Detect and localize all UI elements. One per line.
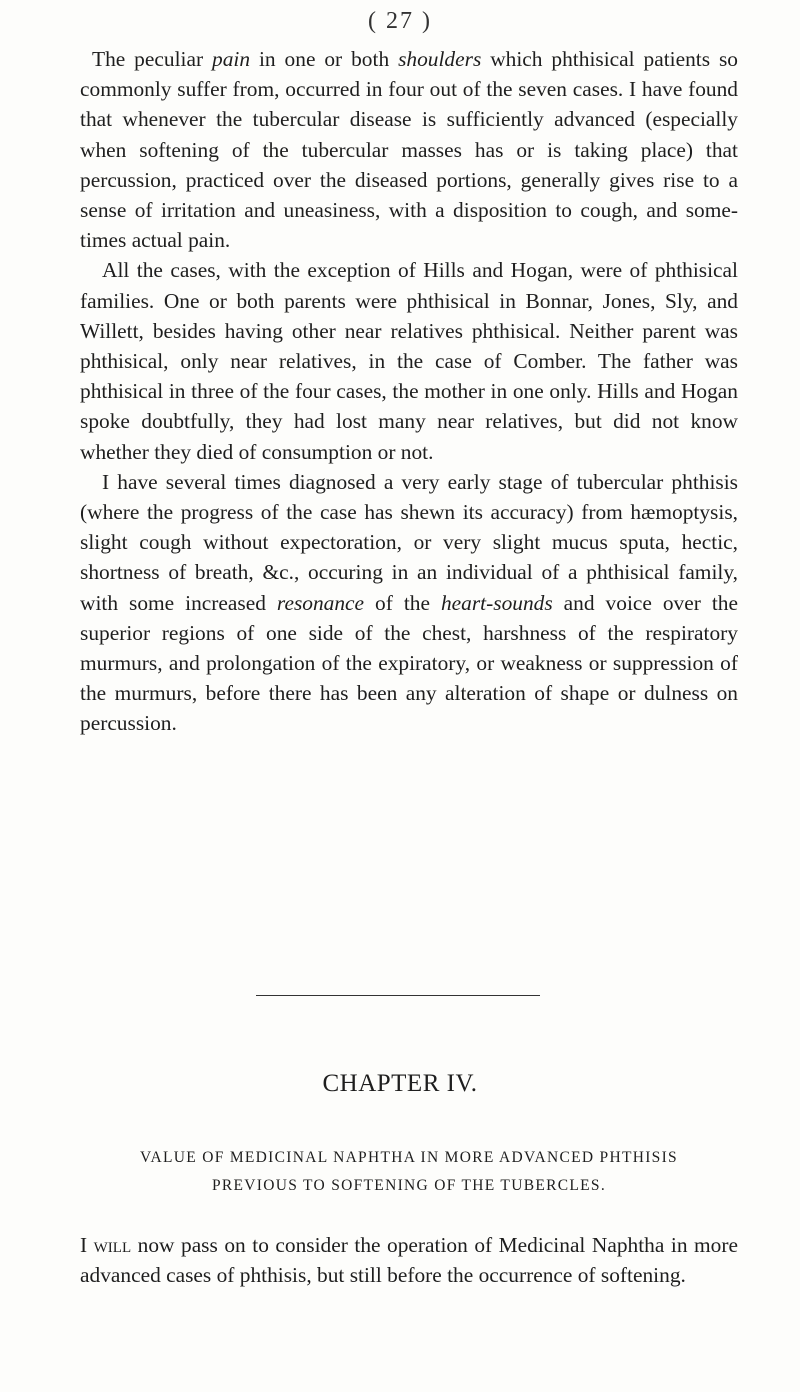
paragraph-1-text: which phthisical patients so commonly suffer from, occurred in four out of the seven cases. I have found that whenever the tubercular disease is sufficiently advanced (especially when softening of the tubercular masses has or is taking place) that percussion, practiced over the diseased portions, generally gives rise to a sense of irritation and uneasiness, with a disposition to cough, and sometimes actual pain. [80,47,739,253]
emphasis-shoulders: shoulders [398,47,482,71]
chapter-subtitle [80,1144,738,1200]
paragraph-1-text: The peculiar [92,47,213,71]
emphasis-heart-sounds: heart-sounds [440,590,553,615]
paragraph-3-text: I have several times diagnosed a very early stage of tubercular phthisis (where the progress of the case has shewn its accuracy) from hæmoptysis, slight cough without expectoration, or very slight mucus sputa, hectic, shortness of breath, &c., occuring in an individual of a phthisical family, with some increased [80,469,738,615]
emphasis-pain: pain [212,47,251,71]
paragraph-chapter-opening [80,1230,738,1290]
chapter-body [80,1230,738,1290]
chapter-title: CHAPTER IV. [322,1070,478,1097]
chapter-subtitle-line-1: VALUE OF MEDICINAL NAPHTHA IN MORE ADVANCED PHTHISIS [140,1149,678,1166]
paragraph-shoulder-pain [80,44,738,255]
emphasis-resonance: resonance [276,590,365,615]
paragraph-early-diagnosis [80,467,738,739]
opening-smallcaps: will [93,1233,132,1257]
paragraph-1-text: in one or both [250,47,399,71]
paragraph-phthisical-families: All the cases, with the exception of Hills and Hogan, were of phthisical families. One or both parents were phthisical in Bonnar, Jones, Sly, and Willett, besides having other near relatives phthisical. Neither parent was phthisical, only near relatives, in the case of Comber. The father was phthisical in three of the four cases, the mother in one only. Hills and Hogan spoke doubtfully, they had lost many near relatives, but did not know whether they died of consumption or not. [80,258,738,464]
section-divider [256,995,540,996]
body-text [80,44,738,739]
chapter-subtitle-line-2: PREVIOUS TO SOFTENING OF THE TUBERCLES. [211,1177,607,1194]
opening-text: now pass on to consider the operation of Medicinal Naphtha in more advanced cases of phthisis, but still before the occurrence of softening. [80,1233,738,1288]
paragraph-3-text: and voice over the superior regions of one side of the chest, harshness of the respiratory murmurs, and prolongation of the expiratory, or weakness or suppression of the murmurs, before there has been any alteration of shape or dulness on percussion. [80,590,738,736]
paragraph-3-text: of the [364,590,441,615]
page-number: ( 27 ) [368,8,432,34]
opening-first-word: I [80,1233,94,1257]
